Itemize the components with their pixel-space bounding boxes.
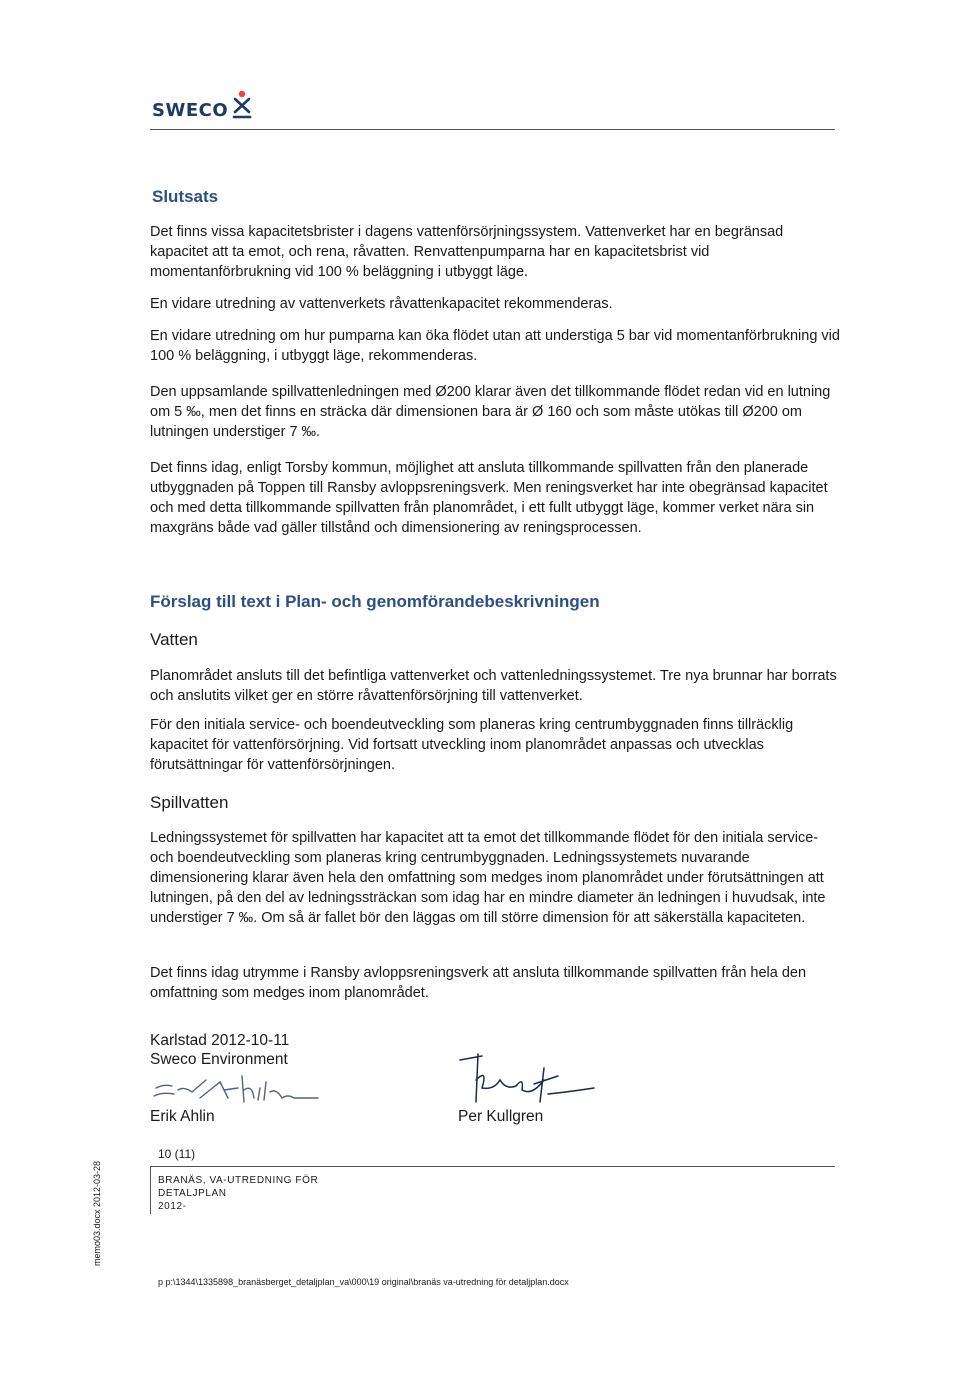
page-number: 10 (11) [158,1147,196,1161]
logo-text: SWECO [152,100,229,121]
slutsats-paragraph-1: Det finns vissa kapacitetsbrister i dagens vattenförsörjningssystem. Vattenverket har en begränsad kapacitet att ta emot, och rena, råvatten. Renvattenpumparna har en kapacitetsbrist vid momentanförbrukning vid 100 % beläggning i utbyggt läge. [150,224,784,280]
slutsats-paragraph-4: Den uppsamlande spillvattenledningen med Ø200 klarar även det tillkommande flödet redan vid en lutning om 5 ‰, men det finns en sträcka där dimensionen bara är Ø 160 och som måste utökas till Ø200 om lutningen understiger 7 ‰. [150,384,831,440]
subheading-spillvatten: Spillvatten [150,793,229,812]
place-date: Karlstad 2012-10-11 [150,1032,290,1049]
slutsats-paragraph-5: Det finns idag, enligt Torsby kommun, möjlighet att ansluta tillkommande spillvatten från den planerade utbyggnaden på Toppen till Ransby avloppsreningsverk. Men reningsverket har inte obegränsad kapacitet och med detta tillkommande spillvatten från planområdet, i ett fullt utbyggt läge, kommer verket nära sin maxgräns både vad gäller tillstånd och dimensionering av reningsprocessen. [150,460,828,536]
template-side-note: memo03.docx 2012-03-28 [92,1160,102,1266]
subheading-vatten: Vatten [150,630,198,649]
header-rule [150,129,835,130]
spillvatten-paragraph-2: Det finns idag utrymme i Ransby avloppsreningsverk att ansluta tillkommande spillvatten från hela den omfattning som medges inom planområdet. [150,965,807,1001]
signer-name-1: Erik Ahlin [150,1108,215,1125]
company-name: Sweco Environment [150,1051,288,1068]
vatten-paragraph-1: Planområdet ansluts till det befintliga vattenverket och vattenledningssystemet. Tre nya brunnar har borrats och anslutits vilket ger en större råvattenförsörjning till vattenverket. [150,668,837,704]
section-title-forslag: Förslag till text i Plan- och genomförandebeskrivningen [150,592,600,611]
footer-bar [150,1166,151,1214]
spillvatten-paragraph-1: Ledningssystemet för spillvatten har kapacitet att ta emot det tillkommande flödet för den initiala service- och boendeutveckling som planeras kring centrumbyggnaden. Ledningssystemets nuvarande dimensionering klarar även hela den omfattning som medges inom planområdet under förutsättningen att lutningen, på den del av ledningssträckan som idag har en mindre diameter än ledningen i huvudsak, inte understiger 7 ‰. Om så är fallet bör den läggas om till större dimension för att säkerställa kapaciteten. [150,830,826,926]
vatten-paragraph-2: För den initiala service- och boendeutveckling som planeras kring centrumbyggnaden finns tillräcklig kapacitet för vattenförsörjning. Vid fortsatt utveckling inom planområdet anpassas och utvecklas förutsättningar för vattenförsörjningen. [150,717,794,773]
sweco-emblem-icon [232,90,252,120]
slutsats-paragraph-2: En vidare utredning av vattenverkets råvattenkapacitet rekommenderas. [150,296,613,312]
document-info-line-1: BRANÄS, VA-UTREDNING FÖR [158,1175,319,1186]
document-info-line-2: DETALJPLAN [158,1188,227,1199]
file-path: p p:\1344\1335898_branäsberget_detaljplan_va\000\19 original\branäs va-utredning för detaljplan.docx [158,1277,569,1287]
section-title-slutsats: Slutsats [152,187,219,206]
signer-name-2: Per Kullgren [458,1108,544,1125]
footer-rule [150,1166,835,1167]
handwritten-signature-per-kullgren [448,1050,608,1110]
document-info [158,1174,318,1213]
sweco-logo [152,84,252,120]
slutsats-paragraph-3: En vidare utredning om hur pumparna kan öka flödet utan att understiga 5 bar vid momentanförbrukning vid 100 % beläggning, i utbyggt läge, rekommenderas. [150,328,840,364]
document-info-line-3: 2012- [158,1201,187,1212]
